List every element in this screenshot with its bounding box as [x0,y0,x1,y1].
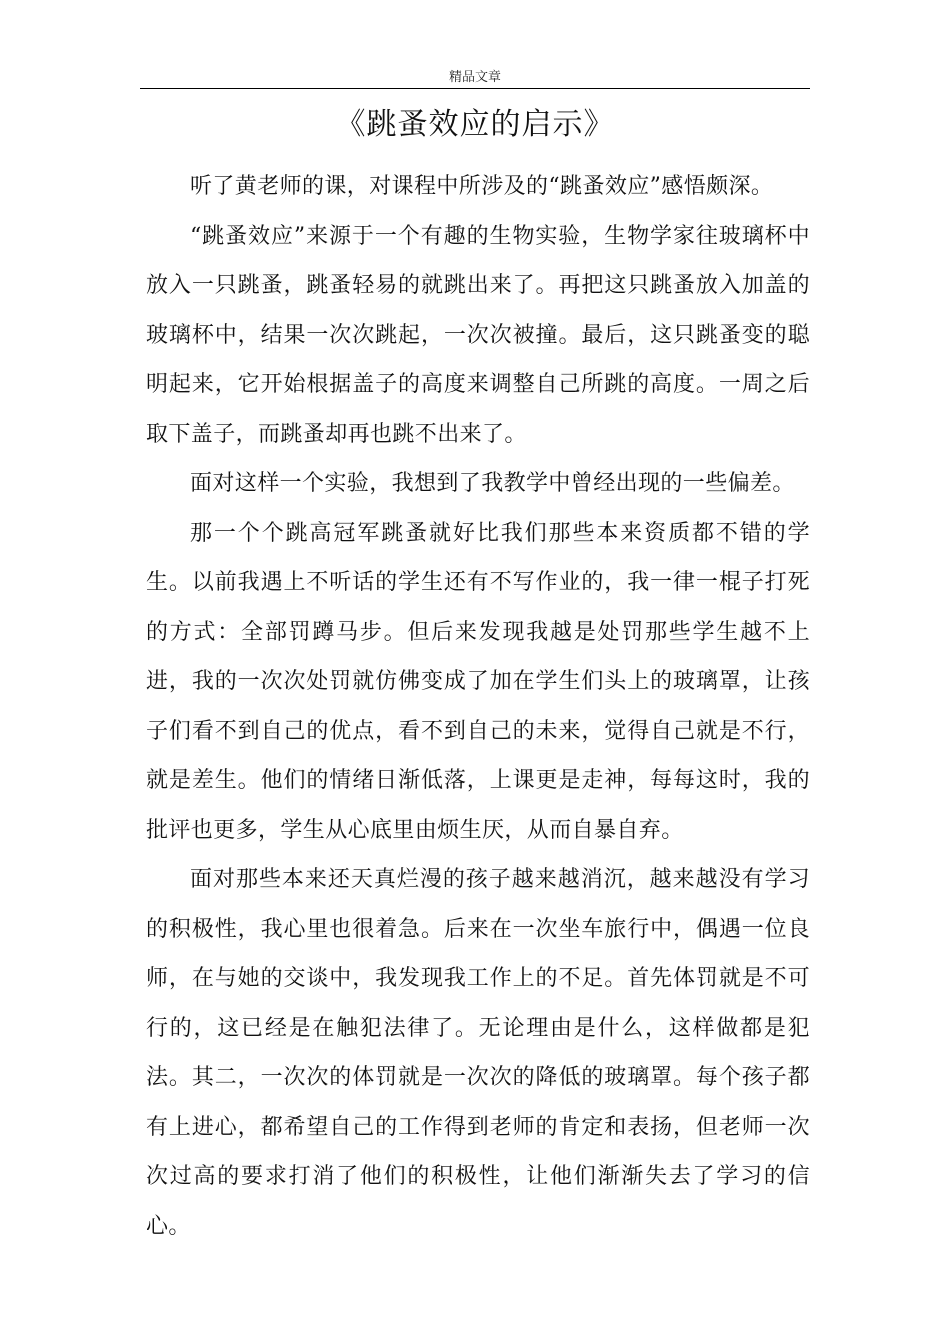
document-title: 《跳蚤效应的启示》 [335,107,615,142]
paragraph: 听了黄老师的课，对课程中所涉及的“跳蚤效应”感悟颇深。 [190,174,774,199]
paragraph: 面对那些本来还天真烂漫的孩子越来越消沉，越来越没有学习的积极性，我心里也很着急。后来在一次坐车旅行中，偶遇一位良师，在与她的交谈中，我发现我工作上的不足。首先体罚就是不可行的，这已经是在触犯法律了。无论理由是什么，这样做都是犯法。其二，一次次的体罚就是一次次的降低的玻璃罩。每个孩子都有上进心，都希望自己的工作得到老师的肯定和表扬，但老师一次次过高的要求打消了他们的积极性，让他们渐渐失去了学习的信心。 [146,867,810,1239]
paragraph: “跳蚤效应”来源于一个有趣的生物实验，生物学家往玻璃杯中放入一只跳蚤，跳蚤轻易的就跳出来了。再把这只跳蚤放入加盖的玻璃杯中，结果一次次跳起，一次次被撞。最后，这只跳蚤变的聪明起来，它开始根据盖子的高度来调整自己所跳的高度。一周之后取下盖子，而跳蚤却再也跳不出来了。 [146,223,810,447]
paragraph: 面对这样一个实验，我想到了我教学中曾经出现的一些偏差。 [190,471,795,496]
paragraph: 那一个个跳高冠军跳蚤就好比我们那些本来资质都不错的学生。以前我遇上不听话的学生还有不写作业的，我一律一棍子打死的方式：全部罚蹲马步。但后来发现我越是处罚那些学生越不上进，我的一次次处罚就仿佛变成了加在学生们头上的玻璃罩，让孩子们看不到自己的优点，看不到自己的未来，觉得自己就是不行，就是差生。他们的情绪日渐低落，上课更是走神，每每这时，我的批评也更多，学生从心底里由烦生厌，从而自暴自弃。 [146,520,810,843]
running-header: 精品文章 [448,70,501,85]
header-rule [140,88,810,89]
document-body [146,162,810,1251]
